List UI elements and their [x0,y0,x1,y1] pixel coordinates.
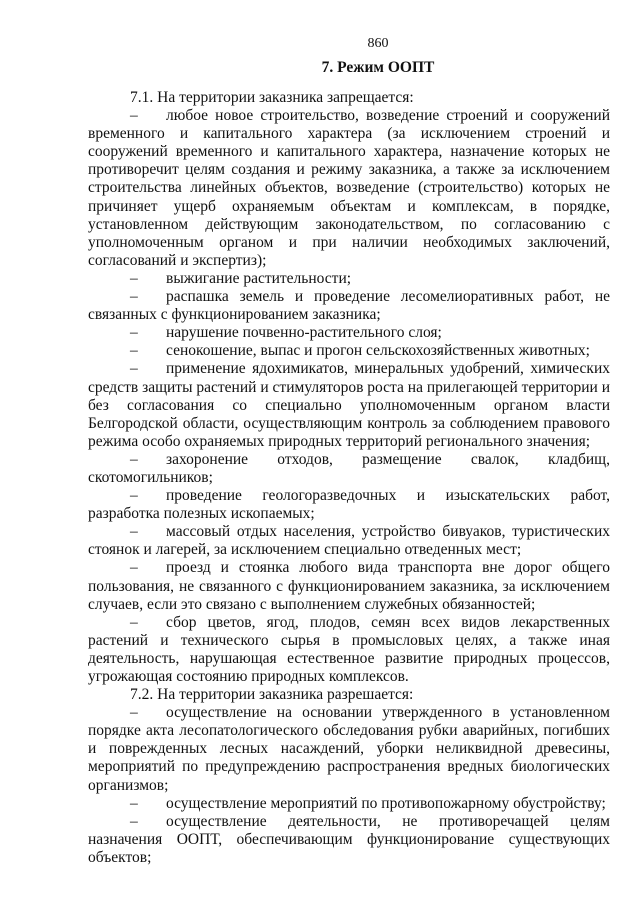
list-item-text: распашка земель и проведение лесомелиоративных работ, не связанных с функционированием заказника; [88,288,610,324]
list-item [88,704,610,794]
section-title: 7. Режим ООПТ [321,59,435,76]
list-item-text: проведение геологоразведочных и изыскательских работ, разработка полезных ископаемых; [88,487,610,523]
list-item-text: сенокошение, выпас и прогон сельскохозяйственных животных; [166,342,590,360]
dash-marker: – [130,487,138,505]
dash-marker: – [130,342,138,360]
dash-marker: – [130,704,138,722]
dash-marker: – [130,288,138,306]
dash-marker: – [130,360,138,378]
list-item-text: осуществление мероприятий по противопожарному обустройству; [166,794,606,812]
list-item [88,523,610,559]
page-number: 860 [367,36,389,51]
list-item [88,614,610,686]
section-7-2-heading: 7.2. На территории заказника разрешается: [130,686,414,704]
dash-marker: – [130,794,138,812]
list-item [88,107,610,270]
list-item [88,813,610,867]
dash-marker: – [130,324,138,342]
list-item-text: захоронение отходов, размещение свалок, кладбищ, скотомогильников; [88,450,610,486]
list-item-text: выжигание растительности; [166,269,352,287]
section-7-2-list [88,704,610,867]
section-7-1-list [88,107,610,686]
dash-marker: – [130,559,138,577]
list-item [88,360,610,450]
dash-marker: – [130,523,138,541]
list-item-text: массовый отдых населения, устройство бивуаков, туристических стоянок и лагерей, за исключением специально отведенных мест; [88,523,610,559]
dash-marker: – [130,613,138,631]
list-item [88,270,610,288]
list-item-text: проезд и стоянка любого вида транспорта вне дорог общего пользования, не связанного с функционированием заказника, за исключением случаев, если это связано с выполнением служебных обязанностей; [88,559,610,613]
list-item-text: применение ядохимикатов, минеральных удобрений, химических средств защиты растений и стимуляторов роста на прилегающей территории и без согласования со специально уполномоченным органом власти Белгородской области, осуществляющим контроль за соблюдением правового режима особо охраняемых природных территорий регионального значения; [88,360,610,450]
list-item [88,559,610,613]
list-item [88,288,610,324]
dash-marker: – [130,812,138,830]
list-item-text: любое новое строительство, возведение строений и сооружений временного и капитального характера (за исключением строений и сооружений временного и капитального характера, назначение которых не противоречит целям создания и режиму заказника, а также за исключением строительства линейных объектов, возведение (строительство) которых не причиняет ущерб охраняемым объектам и комплексам, в порядке, установленном действующим законодательством, по согласованию с уполномоченным органом и при наличии необходимых заключений, согласований и экспертиз); [88,107,610,269]
dash-marker: – [130,450,138,468]
list-item [88,342,610,360]
list-item [88,795,610,813]
list-item [88,451,610,487]
list-item-text: сбор цветов, ягод, плодов, семян всех видов лекарственных растений и технического сырья в промысловых целях, а также иная деятельность, нарушающая естественное развитие природных процессов, угрожающая состоянию природных комплексов. [88,613,610,685]
list-item [88,487,610,523]
list-item-text: осуществление на основании утвержденного в установленном порядке акта лесопатологического обследования рубки аварийных, погибших и поврежденных лесных насаждений, уборки неликвидной древесины, мероприятий по предупреждению распространения вредных биологических организмов; [88,704,610,794]
list-item-text: нарушение почвенно-растительного слоя; [166,324,442,342]
dash-marker: – [130,269,138,287]
dash-marker: – [130,107,138,125]
list-item-text: осуществление деятельности, не противоречащей целям назначения ООПТ, обеспечивающим функционирование существующих объектов; [88,812,610,866]
section-7-1-heading: 7.1. На территории заказника запрещается: [130,89,414,106]
list-item [88,324,610,342]
